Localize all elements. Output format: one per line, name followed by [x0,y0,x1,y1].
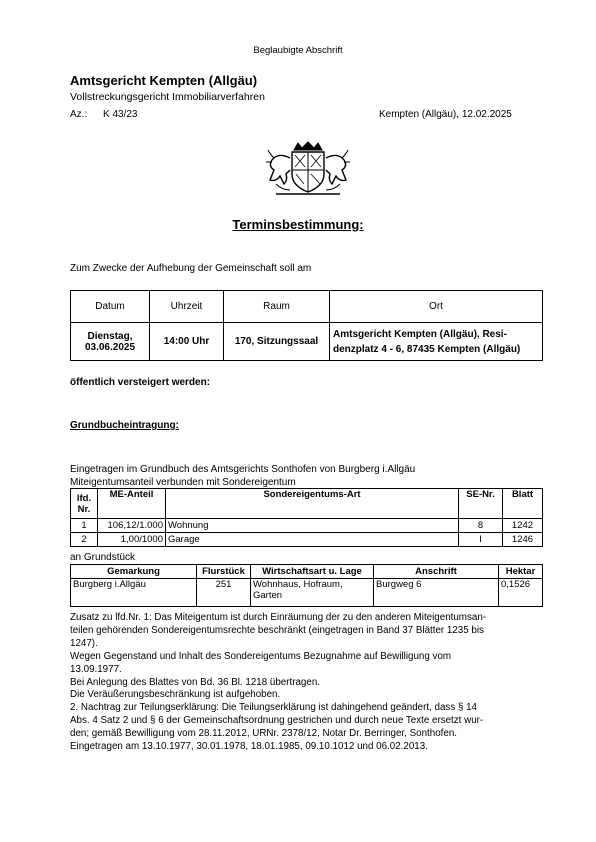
gs-anschrift: Burgweg 6 [374,579,499,607]
header-ort: Ort [330,291,543,323]
me-row1-lfd: 1 [71,519,98,533]
az-label: Az.: [70,109,88,120]
court-department: Vollstreckungsgericht Immobiliarverfahren [70,91,265,103]
gs-hektar: 0,1526 [499,579,543,607]
note-line: teilen gehörenden Sondereigentumsrechte beschränkt (eingetragen in Band 37 Blätter 1235 bis [70,624,484,636]
table-row [71,533,543,547]
note-line: 13.09.1977. [70,663,122,675]
termin-date-line1: Dienstag, [87,330,133,342]
me-row2-art: Garage [166,533,459,547]
termin-date [71,323,150,361]
table-row [71,579,543,607]
copy-note: Beglaubigte Abschrift [253,45,343,56]
note-line: Zusatz zu lfd.Nr. 1: Das Miteigentum ist durch Einräumung der zu den anderen Miteigentumsan- [70,612,487,623]
intro-text: Zum Zwecke der Aufhebung der Gemeinschaft soll am [70,263,312,274]
place-date: Kempten (Allgäu), 12.02.2025 [379,109,512,120]
note-line: Wegen Gegenstand und Inhalt des Sondereigentums Bezugnahme auf Bewilligung vom [70,650,452,662]
gs-flurstueck: 251 [197,579,251,607]
court-name: Amtsgericht Kempten (Allgäu) [70,73,258,88]
grundbuch-heading: Grundbucheintragung: [70,420,179,431]
grundbuch-line2: Miteigentumsanteil verbunden mit Sondereigentum [70,477,296,488]
auction-text: öffentlich versteigert werden: [70,377,211,388]
note-line: Bei Anlegung des Blattes von Bd. 36 Bl. 1218 übertragen. [70,676,320,688]
table-row [71,519,543,533]
header-wirtschaftsart: Wirtschaftsart u. Lage [251,565,374,579]
termin-place-line2: denzplatz 4 - 6, 87435 Kempten (Allgäu) [333,343,521,355]
note-line: Eingetragen am 13.10.1977, 30.01.1978, 18.01.1985, 09.10.1012 und 06.02.2013. [70,741,428,753]
header-datum: Datum [71,291,150,323]
grundstueck-label: an Grundstück [70,552,136,563]
header-anschrift: Anschrift [374,565,499,579]
me-row2-se: I [459,533,503,547]
header-se-art: Sondereigentums-Art [166,489,459,519]
me-row1-anteil: 106,12/1.000 [98,519,166,533]
termin-place-line1: Amtsgericht Kempten (Allgäu), Resi- [333,328,507,340]
termin-room: 170, Sitzungssaal [224,323,330,361]
gs-wirtschaftsart-line1: Wohnhaus, Hofraum, [253,579,343,590]
note-line: Abs. 4 Satz 2 und § 6 der Gemeinschaftsordnung gestrichen und durch neue Texte ersetzt wur- [70,715,484,727]
me-row2-lfd: 2 [71,533,98,547]
note-line: 1247). [70,637,98,649]
az-value: K 43/23 [103,109,138,120]
termin-date-line2: 03.06.2025 [84,341,136,353]
header-gemarkung: Gemarkung [71,565,197,579]
termin-time: 14:00 Uhr [150,323,224,361]
me-row2-blatt: 1246 [503,533,543,547]
header-flurstueck: Flurstück [197,565,251,579]
grundstueck-table [70,564,543,607]
header-me-anteil: ME-Anteil [98,489,166,519]
coat-of-arms-seal-icon [262,140,354,198]
header-se-nr: SE-Nr. [459,489,503,519]
me-row1-se: 8 [459,519,503,533]
note-line: 2. Nachtrag zur Teilungserklärung: Die Teilungserklärung ist dahingehend geändert, dass § 14 [70,702,478,714]
termin-place [330,323,543,361]
header-uhrzeit: Uhrzeit [150,291,224,323]
me-row2-anteil: 1,00/1000 [98,533,166,547]
header-lfd-line2: Nr. [77,503,91,515]
me-row1-blatt: 1242 [503,519,543,533]
notes-block [70,612,550,754]
me-row1-art: Wohnung [166,519,459,533]
header-hektar: Hektar [499,565,543,579]
header-raum: Raum [224,291,330,323]
document-title: Terminsbestimmung: [232,217,364,232]
gs-wirtschaftsart [251,579,374,607]
header-lfd-line1: lfd. [76,492,92,504]
termin-table [70,290,543,361]
header-lfd [71,489,98,519]
me-table [70,488,543,547]
gs-wirtschaftsart-line2: Garten [253,590,283,601]
header-blatt: Blatt [503,489,543,519]
note-line: Die Veräußerungsbeschränkung ist aufgehoben. [70,689,281,701]
note-line: den; gemäß Bewilligung vom 28.11.2012, URNr. 2378/12, Notar Dr. Berringer, Sonthofen. [70,728,458,740]
gs-gemarkung: Burgberg i.Allgäu [71,579,197,607]
grundbuch-line1: Eingetragen im Grundbuch des Amtsgerichts Sonthofen von Burgberg i.Allgäu [70,464,416,475]
